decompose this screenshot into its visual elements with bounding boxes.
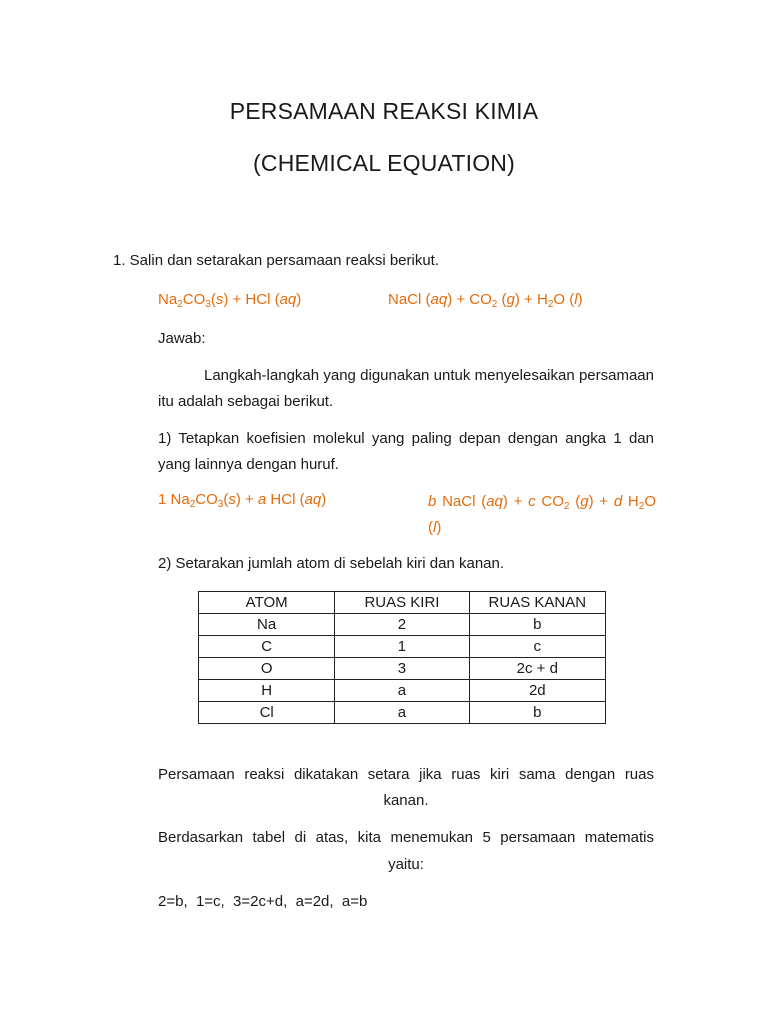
cell-right: 2d (469, 680, 605, 702)
intro-paragraph: Langkah-langkah yang digunakan untuk menyelesaikan persamaan itu adalah sebagai berikut. (158, 367, 654, 410)
header-left: RUAS KIRI (335, 592, 469, 614)
cell-atom: H (199, 680, 335, 702)
cell-left: a (335, 680, 469, 702)
cell-left: 1 (335, 636, 469, 658)
equality-text-line1: Persamaan reaksi dikatakan setara jika ruas kiri sama dengan ruas (158, 766, 654, 783)
cell-right: b (469, 702, 605, 724)
found-text-line2: yaitu: (388, 856, 424, 873)
equation-2-right: b NaCl (aq) + c $CO_2$ (g) + d $H_2O$ (l) (428, 493, 656, 536)
table-row (199, 658, 606, 680)
equation-2-left: 1 $Na_2CO_3(s) + a$ HCl (aq) (158, 491, 327, 510)
cell-right: c (469, 636, 605, 658)
answer-label: Jawab: (158, 330, 206, 347)
cell-atom: C (199, 636, 335, 658)
equation-right: NaCl $(aq) + CO_2$ $(g) + H_2O$ (l) (388, 291, 583, 310)
table-row (199, 702, 606, 724)
page-title: PERSAMAAN REAKSI KIMIA (229, 98, 539, 124)
header-right: RUAS KANAN (469, 592, 605, 614)
table-row (199, 614, 606, 636)
math-equations: 2=b, 1=c, 3=2c+d, a=2d, a=b (158, 893, 368, 910)
cell-atom: Cl (199, 702, 335, 724)
step-1-paragraph: 1) Tetapkan koefisien molekul yang paling depan dengan angka 1 dan yang lainnya dengan huruf. (158, 430, 654, 473)
cell-left: a (335, 702, 469, 724)
step-2-text: 2) Setarakan jumlah atom di sebelah kiri dan kanan. (158, 555, 505, 572)
table-row (199, 636, 606, 658)
table-header-row (199, 592, 606, 614)
page-subtitle: (CHEMICAL EQUATION) (253, 150, 515, 176)
found-text-line1: Berdasarkan tabel di atas, kita menemukan 5 persamaan matematis (158, 829, 654, 846)
header-atom: ATOM (199, 592, 335, 614)
cell-left: 3 (335, 658, 469, 680)
table-row (199, 680, 606, 702)
equality-text-line2: kanan. (383, 792, 429, 809)
cell-left: 2 (335, 614, 469, 636)
cell-right: b (469, 614, 605, 636)
equation-left: $Na_2CO_3(s)$ + HCl (aq) (158, 291, 302, 310)
atom-table (198, 591, 606, 724)
question-text: 1. Salin dan setarakan persamaan reaksi berikut. (113, 252, 440, 269)
cell-right: 2c + d (469, 658, 605, 680)
cell-atom: Na (199, 614, 335, 636)
cell-atom: O (199, 658, 335, 680)
